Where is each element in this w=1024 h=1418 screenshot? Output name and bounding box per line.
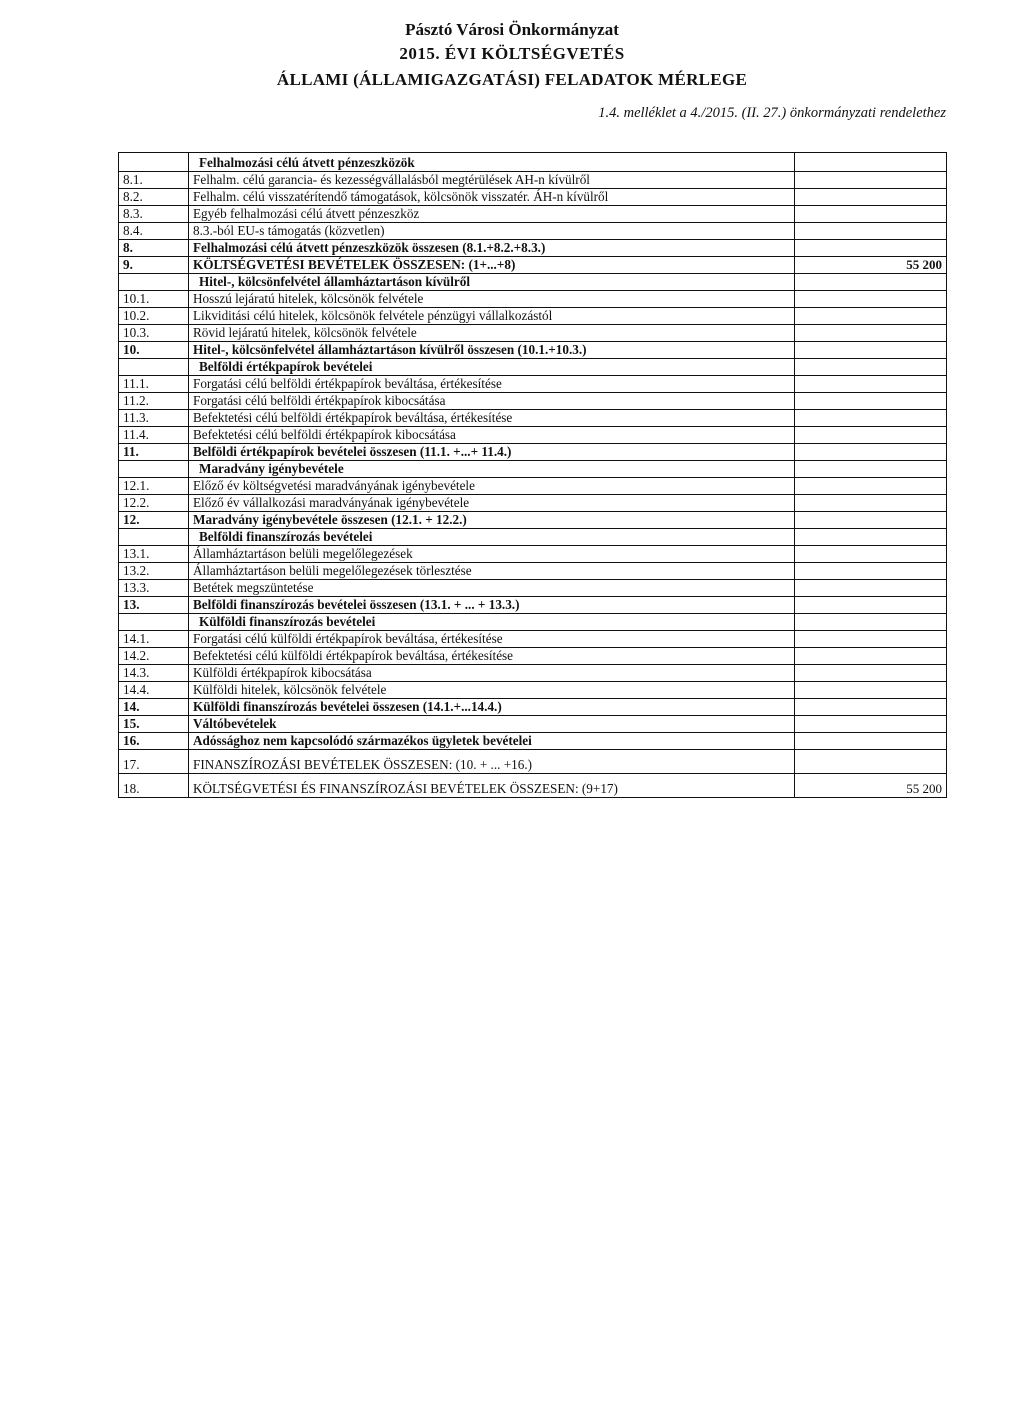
row-number: 10.	[119, 342, 189, 359]
row-amount	[795, 563, 947, 580]
table-row	[119, 444, 947, 461]
row-amount	[795, 750, 947, 774]
row-amount	[795, 291, 947, 308]
row-description: Felhalm. célú garancia- és kezességvállalásból megtérülések AH-n kívülről	[189, 172, 795, 189]
row-number: 8.	[119, 240, 189, 257]
row-description: Belföldi értékpapírok bevételei összesen (11.1. +...+ 11.4.)	[189, 444, 795, 461]
row-description: Előző év vállalkozási maradványának igénybevétele	[189, 495, 795, 512]
row-description: Előző év költségvetési maradványának igénybevétele	[189, 478, 795, 495]
row-amount	[795, 699, 947, 716]
row-amount	[795, 665, 947, 682]
row-description: Adóssághoz nem kapcsolódó származékos ügyletek bevételei	[189, 733, 795, 750]
row-description: Külföldi hitelek, kölcsönök felvétele	[189, 682, 795, 699]
row-amount	[795, 495, 947, 512]
row-description: Betétek megszüntetése	[189, 580, 795, 597]
table-row	[119, 461, 947, 478]
row-amount: 55 200	[795, 774, 947, 798]
row-number	[119, 359, 189, 376]
table-row	[119, 223, 947, 240]
table-row	[119, 631, 947, 648]
revenue-table	[118, 152, 947, 798]
row-number: 8.2.	[119, 189, 189, 206]
row-number: 12.1.	[119, 478, 189, 495]
row-amount	[795, 223, 947, 240]
row-description: Egyéb felhalmozási célú átvett pénzeszköz	[189, 206, 795, 223]
table-row	[119, 376, 947, 393]
row-number: 12.2.	[119, 495, 189, 512]
row-description: Hitel-, kölcsönfelvétel államháztartáson kívülről összesen (10.1.+10.3.)	[189, 342, 795, 359]
row-description: Forgatási célú belföldi értékpapírok beváltása, értékesítése	[189, 376, 795, 393]
row-number: 11.	[119, 444, 189, 461]
row-amount	[795, 444, 947, 461]
row-description: Befektetési célú belföldi értékpapírok beváltása, értékesítése	[189, 410, 795, 427]
row-amount	[795, 733, 947, 750]
row-number: 11.4.	[119, 427, 189, 444]
row-description: Külföldi finanszírozás bevételei	[189, 614, 795, 631]
table-row	[119, 716, 947, 733]
row-description: Külföldi értékpapírok kibocsátása	[189, 665, 795, 682]
row-number: 11.2.	[119, 393, 189, 410]
row-description: Maradvány igénybevétele összesen (12.1. + 12.2.)	[189, 512, 795, 529]
table-row	[119, 410, 947, 427]
row-amount	[795, 580, 947, 597]
table-row	[119, 665, 947, 682]
table-row	[119, 529, 947, 546]
row-description: Államháztartáson belüli megelőlegezések	[189, 546, 795, 563]
row-description: Forgatási célú belföldi értékpapírok kibocsátása	[189, 393, 795, 410]
row-amount	[795, 597, 947, 614]
row-amount	[795, 189, 947, 206]
row-number: 12.	[119, 512, 189, 529]
table-row	[119, 240, 947, 257]
row-number: 8.1.	[119, 172, 189, 189]
table-row	[119, 546, 947, 563]
table-row	[119, 189, 947, 206]
table-row	[119, 308, 947, 325]
row-number: 15.	[119, 716, 189, 733]
table-row	[119, 495, 947, 512]
row-amount	[795, 410, 947, 427]
row-description: FINANSZÍROZÁSI BEVÉTELEK ÖSSZESEN: (10. + ... +16.)	[189, 750, 795, 774]
table-row	[119, 614, 947, 631]
row-number: 16.	[119, 733, 189, 750]
row-amount	[795, 240, 947, 257]
table-row	[119, 597, 947, 614]
table-row	[119, 342, 947, 359]
row-amount	[795, 478, 947, 495]
row-description: Belföldi finanszírozás bevételei	[189, 529, 795, 546]
row-amount	[795, 427, 947, 444]
row-number: 14.	[119, 699, 189, 716]
row-description: Maradvány igénybevétele	[189, 461, 795, 478]
row-amount	[795, 274, 947, 291]
row-description: Hitel-, kölcsönfelvétel államháztartáson kívülről	[189, 274, 795, 291]
row-amount	[795, 393, 947, 410]
org-name: Pásztó Városi Önkormányzat	[405, 20, 619, 39]
row-description: Likviditási célú hitelek, kölcsönök felvétele pénzügyi vállalkozástól	[189, 308, 795, 325]
row-number: 10.1.	[119, 291, 189, 308]
budget-year-title: 2015. ÉVI KÖLTSÉGVETÉS	[399, 44, 625, 63]
row-number	[119, 461, 189, 478]
row-number: 9.	[119, 257, 189, 274]
row-number: 8.4.	[119, 223, 189, 240]
row-number	[119, 274, 189, 291]
row-description: KÖLTSÉGVETÉSI ÉS FINANSZÍROZÁSI BEVÉTELEK ÖSSZESEN: (9+17)	[189, 774, 795, 798]
row-amount	[795, 546, 947, 563]
row-number: 14.4.	[119, 682, 189, 699]
row-description: Belföldi értékpapírok bevételei	[189, 359, 795, 376]
row-number	[119, 614, 189, 631]
row-description: Befektetési célú belföldi értékpapírok kibocsátása	[189, 427, 795, 444]
row-amount: 55 200	[795, 257, 947, 274]
row-amount	[795, 682, 947, 699]
row-amount	[795, 359, 947, 376]
row-number: 10.3.	[119, 325, 189, 342]
row-amount	[795, 325, 947, 342]
row-number: 14.2.	[119, 648, 189, 665]
table-row	[119, 478, 947, 495]
row-amount	[795, 153, 947, 172]
table-row	[119, 733, 947, 750]
row-number: 10.2.	[119, 308, 189, 325]
table-row	[119, 172, 947, 189]
row-number: 13.3.	[119, 580, 189, 597]
row-amount	[795, 206, 947, 223]
row-description: Forgatási célú külföldi értékpapírok beváltása, értékesítése	[189, 631, 795, 648]
row-amount	[795, 614, 947, 631]
table-row	[119, 699, 947, 716]
row-description: 8.3.-ból EU-s támogatás (közvetlen)	[189, 223, 795, 240]
table-row	[119, 750, 947, 774]
row-number	[119, 529, 189, 546]
row-description: Rövid lejáratú hitelek, kölcsönök felvétele	[189, 325, 795, 342]
table-row	[119, 274, 947, 291]
row-description: KÖLTSÉGVETÉSI BEVÉTELEK ÖSSZESEN: (1+...+8)	[189, 257, 795, 274]
table-row	[119, 427, 947, 444]
row-number: 17.	[119, 750, 189, 774]
row-number: 8.3.	[119, 206, 189, 223]
table-row	[119, 563, 947, 580]
table-row	[119, 512, 947, 529]
row-number: 14.1.	[119, 631, 189, 648]
row-description: Felhalm. célú visszatérítendő támogatások, kölcsönök visszatér. ÁH-n kívülről	[189, 189, 795, 206]
table-row	[119, 393, 947, 410]
row-number: 11.3.	[119, 410, 189, 427]
row-amount	[795, 342, 947, 359]
table-row	[119, 153, 947, 172]
table-row	[119, 682, 947, 699]
row-number: 13.2.	[119, 563, 189, 580]
row-amount	[795, 648, 947, 665]
row-number: 13.1.	[119, 546, 189, 563]
row-description: Befektetési célú külföldi értékpapírok beváltása, értékesítése	[189, 648, 795, 665]
row-amount	[795, 716, 947, 733]
row-description: Belföldi finanszírozás bevételei összesen (13.1. + ... + 13.3.)	[189, 597, 795, 614]
row-description: Felhalmozási célú átvett pénzeszközök	[189, 153, 795, 172]
row-description: Váltóbevételek	[189, 716, 795, 733]
table-row	[119, 325, 947, 342]
row-amount	[795, 529, 947, 546]
table-row	[119, 291, 947, 308]
table-row	[119, 580, 947, 597]
row-description: Felhalmozási célú átvett pénzeszközök összesen (8.1.+8.2.+8.3.)	[189, 240, 795, 257]
row-description: Hosszú lejáratú hitelek, kölcsönök felvétele	[189, 291, 795, 308]
row-amount	[795, 308, 947, 325]
table-row	[119, 774, 947, 798]
row-amount	[795, 376, 947, 393]
row-number	[119, 153, 189, 172]
row-description: Külföldi finanszírozás bevételei összesen (14.1.+...14.4.)	[189, 699, 795, 716]
balance-title: ÁLLAMI (ÁLLAMIGAZGATÁSI) FELADATOK MÉRLEGE	[276, 70, 748, 89]
row-number: 18.	[119, 774, 189, 798]
table-row	[119, 648, 947, 665]
row-amount	[795, 512, 947, 529]
table-row	[119, 206, 947, 223]
annex-note: 1.4. melléklet a 4./2015. (II. 27.) önkormányzati rendelethez	[598, 105, 946, 121]
row-amount	[795, 631, 947, 648]
row-number: 14.3.	[119, 665, 189, 682]
table-row	[119, 359, 947, 376]
row-amount	[795, 461, 947, 478]
row-number: 13.	[119, 597, 189, 614]
table-row	[119, 257, 947, 274]
row-description: Államháztartáson belüli megelőlegezések törlesztése	[189, 563, 795, 580]
row-amount	[795, 172, 947, 189]
row-number: 11.1.	[119, 376, 189, 393]
